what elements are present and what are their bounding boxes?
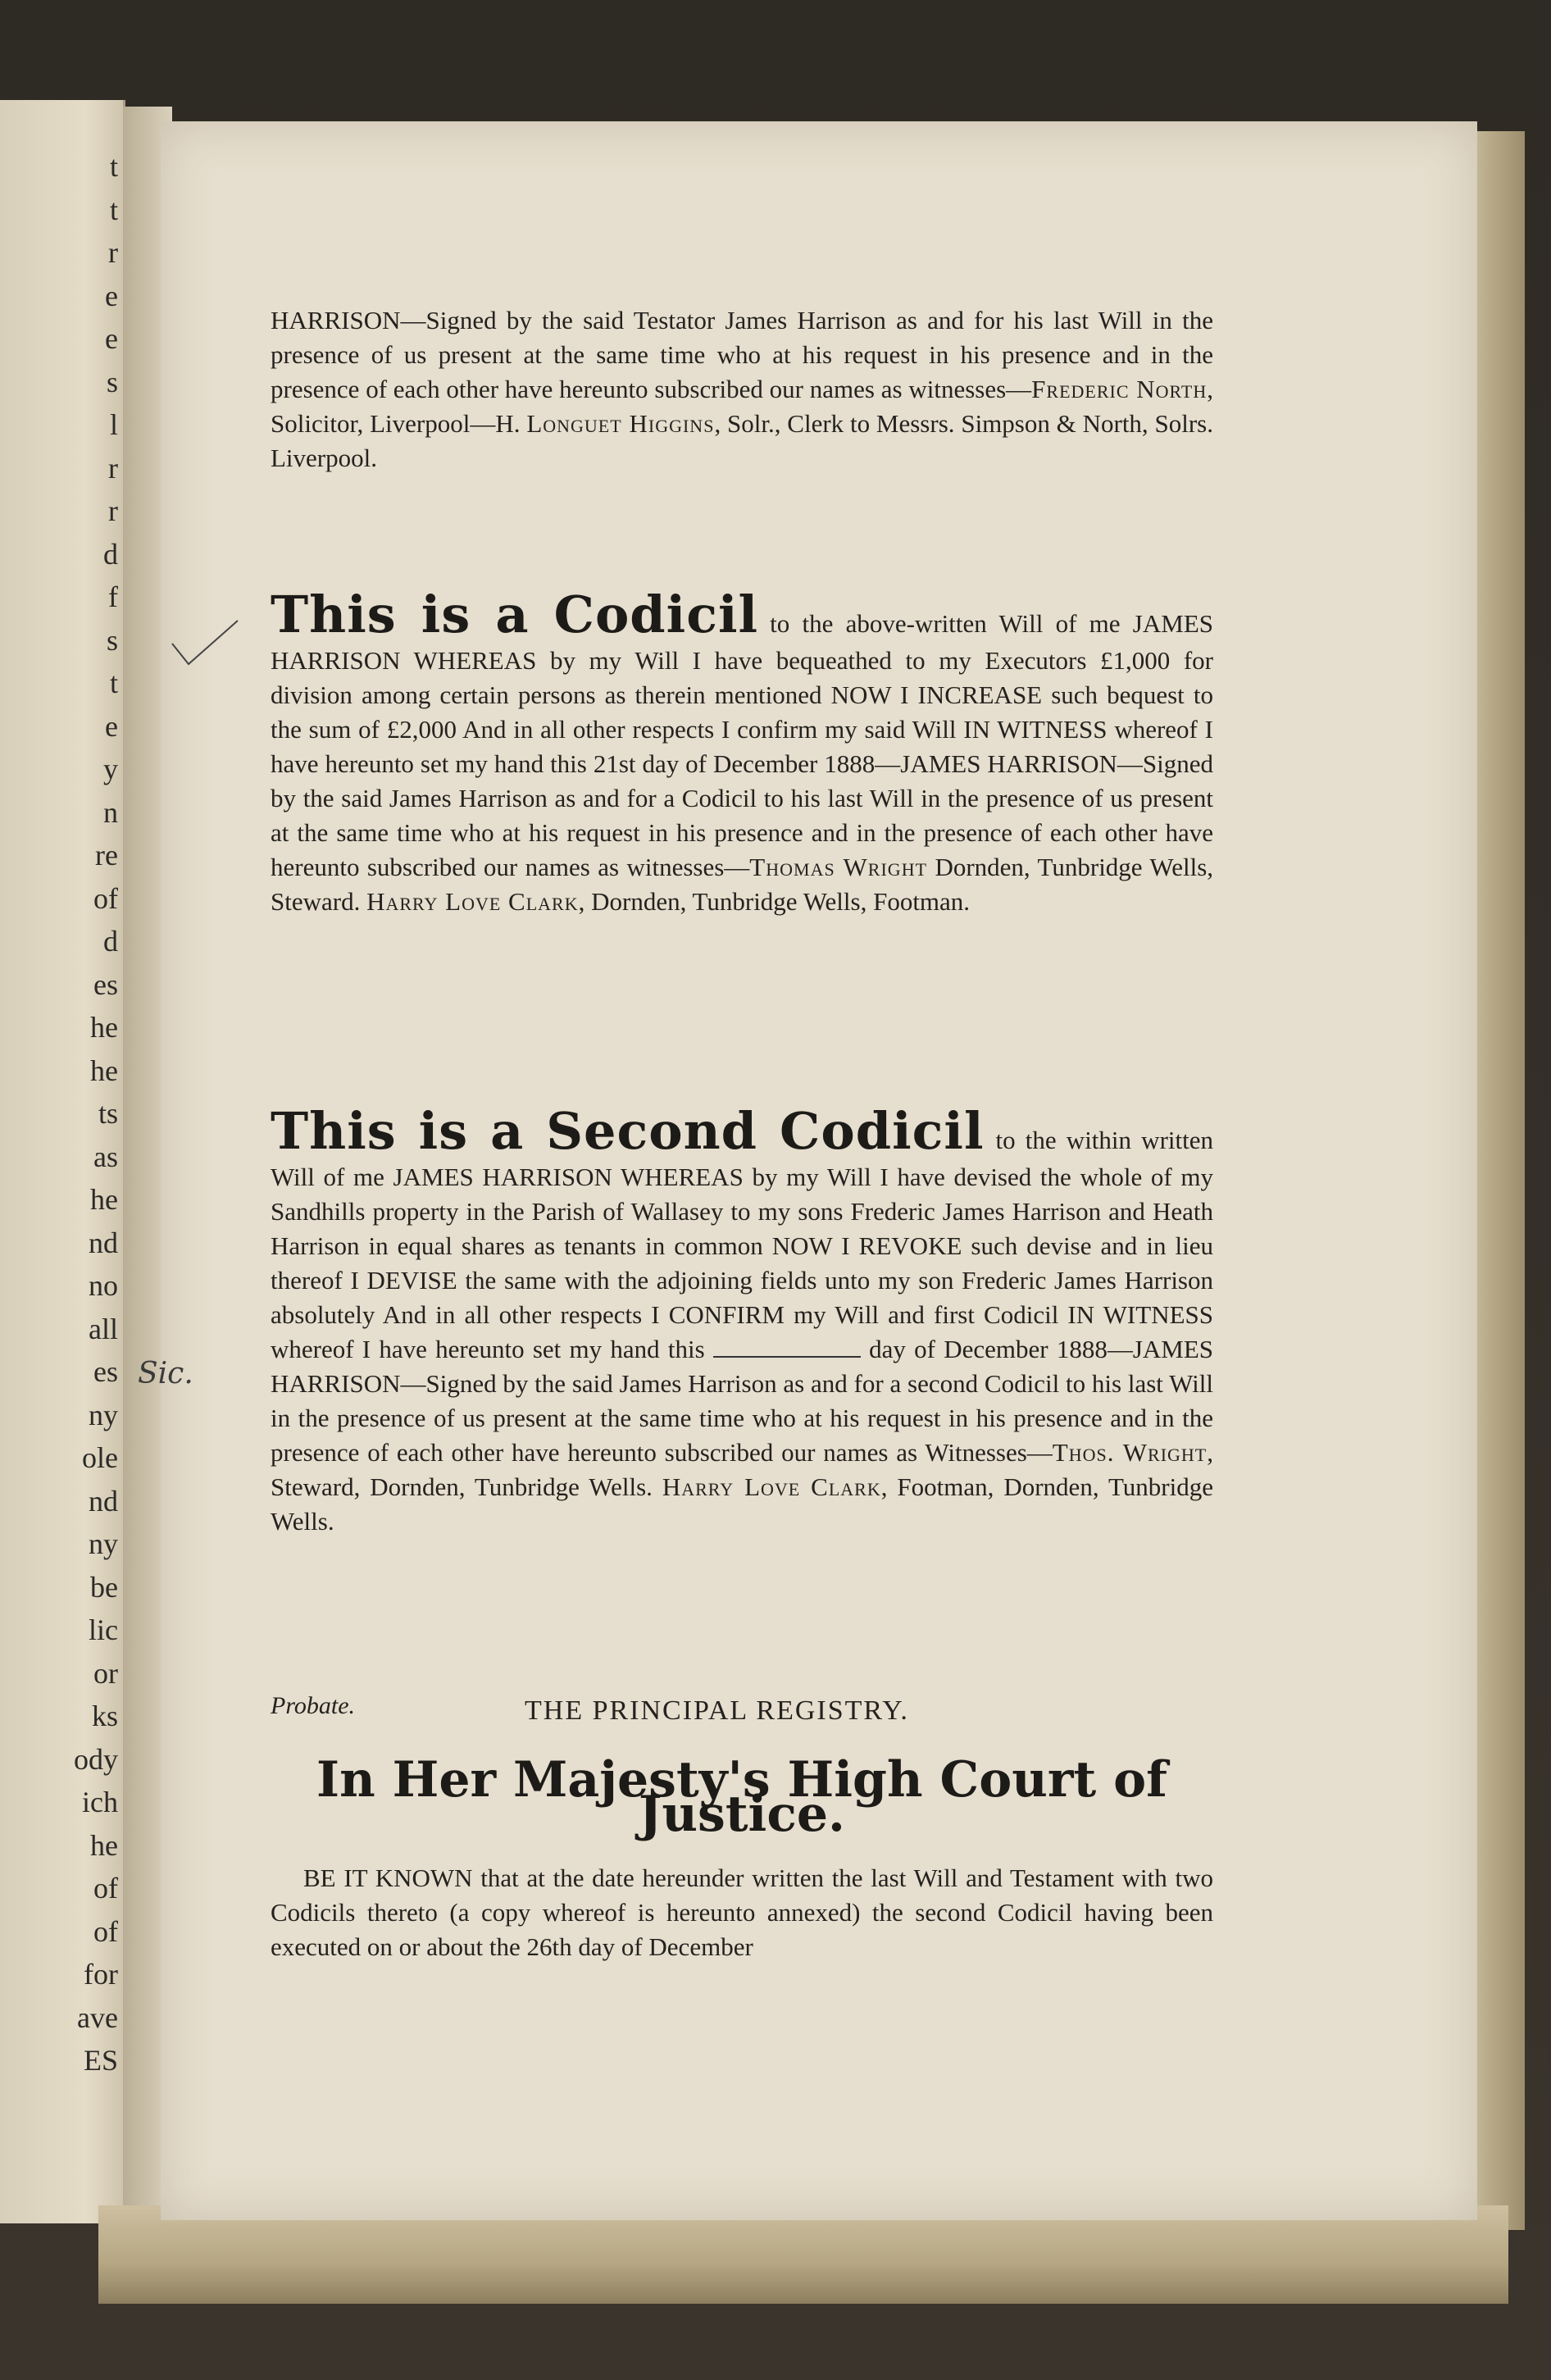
left-page-fragment: l <box>109 408 118 441</box>
left-page-fragment: d <box>103 537 118 571</box>
second-codicil-text: to the within written Will of me JAMES HARRISON WHEREAS by my Will I have devised the whole of my Sandhills property in the Parish of Wallasey to my sons Frederic James Harrison and Heath Harrison in equal shares as tenants in common NOW I REVOKE such devise and in lieu thereof I DEVISE the same with the adjoining fields unto my son Frederic James Harrison absolutely And in all other respects I CONFIRM my Will and first Codicil IN WITNESS whereof I have hereunto set my hand this <box>271 1126 1213 1363</box>
left-page-fragment: e <box>105 279 118 312</box>
page-edge-bottom <box>98 2205 1508 2304</box>
check-mark-icon <box>168 619 242 668</box>
witness-detail: , Footman, Dornden, Tunbridge Wells. <box>271 1472 1213 1536</box>
first-codicil-paragraph <box>271 586 1213 919</box>
left-page-fragment: es <box>93 967 118 1001</box>
blank-date-line <box>713 1338 861 1358</box>
left-page-fragment: lic <box>89 1613 118 1646</box>
witness-name: Harry Love Clark <box>366 887 579 916</box>
left-page-fragment: ES <box>83 2044 118 2077</box>
witness-detail: , Solr., Clerk to Messrs. Simpson & North, Solrs. Liverpool. <box>271 409 1213 472</box>
first-codicil-text: to the above-written Will of me JAMES HARRISON WHEREAS by my Will I have bequeathed to my Executors £1,000 for division among certain persons as therein mentioned NOW I INCREASE such bequest to the sum of £2,000 And in all other respects I confirm my said Will IN WITNESS whereof I have hereunto set my hand this 21st day of December 1888—JAMES HARRISON—Signed by the said James Harrison as and for a Codicil to his last Will in the presence of us present at the same time who at his request in his presence and in the presence of each other have hereunto subscribed our names as witnesses— <box>271 609 1213 881</box>
witness-detail: , Solicitor, Liverpool—H. <box>271 375 1213 438</box>
left-page-fragment: e <box>105 709 118 743</box>
probate-paragraph <box>271 1861 1213 1964</box>
will-attestation-paragraph <box>271 303 1213 476</box>
court-heading: In Her Majesty's High Court of Justice. <box>316 1751 1167 1843</box>
witness-detail: Dornden, Tunbridge Wells, Steward. <box>271 853 1214 916</box>
left-page-fragment: n <box>103 795 118 829</box>
second-codicil-text-continued: day of December 1888—JAMES HARRISON—Signed by the said James Harrison as and for a second Codicil to his last Will in the presence of us present at the same time who at his request in his presence and in the presence of each other have hereunto subscribed our names as Witnesses— <box>271 1335 1214 1467</box>
left-page-fragment: ody <box>74 1742 118 1776</box>
second-codicil-heading: This is a Second Codicil <box>271 1101 985 1161</box>
left-page-fragment: as <box>93 1140 118 1173</box>
attestation-text: HARRISON—Signed by the said Testator James Harrison as and for his last Will in the presence of us present at the same time who at his request in his presence and in the presence of each other have hereunto subscribed our names as witnesses— <box>271 306 1213 403</box>
first-codicil-heading: This is a Codicil <box>271 585 759 644</box>
second-codicil-paragraph <box>271 1103 1213 1539</box>
left-page-fragment: ny <box>89 1398 118 1431</box>
left-page-fragment: for <box>84 1958 118 1991</box>
left-page-fragment: ks <box>91 1700 118 1732</box>
left-page-fragment: be <box>90 1570 118 1604</box>
witness-name: Frederic North <box>1031 375 1208 403</box>
left-page-fragment: r <box>108 236 118 269</box>
left-page-fragment: t <box>109 667 118 699</box>
left-page-fragment: re <box>95 839 118 871</box>
left-page-fragment: f <box>108 580 118 613</box>
left-page-fragment: es <box>93 1355 118 1388</box>
probate-label: Probate. <box>271 1692 356 1719</box>
left-page-fragment: t <box>109 193 118 226</box>
witness-name: Thomas Wright <box>749 853 928 881</box>
witness-detail: , Steward, Dornden, Tunbridge Wells. <box>271 1438 1213 1501</box>
left-page-fragment: he <box>90 1011 118 1044</box>
left-page-fragment: of <box>93 1872 118 1904</box>
left-page-fragment: r <box>108 494 118 527</box>
witness-name: Harry Love Clark <box>662 1472 881 1501</box>
left-page-fragment: e <box>105 322 118 355</box>
witness-name: Thos. Wright <box>1052 1438 1208 1467</box>
left-page-fragment: all <box>89 1312 118 1345</box>
left-page-fragment: s <box>106 623 118 657</box>
left-page-fragment: he <box>90 1053 118 1087</box>
left-page-fragment: y <box>103 753 118 785</box>
left-page-fragment: t <box>109 150 118 183</box>
left-page-fragment: ich <box>82 1786 118 1818</box>
left-page-fragment: of <box>93 1914 118 1948</box>
left-page-fragment: ny <box>89 1527 118 1560</box>
left-page-fragment: nd <box>89 1484 118 1518</box>
left-page-fragment: he <box>90 1828 118 1862</box>
left-page-fragment: no <box>89 1269 118 1302</box>
left-page-fragment: or <box>93 1656 118 1690</box>
margin-note-sic: Sic. <box>138 1357 193 1390</box>
probate-text: BE IT KNOWN that at the date hereunder written the last Will and Testament with two Codicils thereto (a copy whereof is hereunto annexed) the second Codicil having been executed on or about the 26th day of December <box>271 1863 1213 1961</box>
left-page-fragment: r <box>108 451 118 485</box>
left-page-fragment: s <box>106 365 118 398</box>
left-page-fragment: he <box>90 1183 118 1216</box>
left-facing-page <box>0 100 125 2223</box>
registry-heading: THE PRINCIPAL REGISTRY. <box>525 1695 909 1726</box>
left-page-fragment: nd <box>89 1226 118 1259</box>
left-page-fragment: of <box>93 881 118 915</box>
left-page-fragment: d <box>103 925 118 958</box>
witness-detail: , Dornden, Tunbridge Wells, Footman. <box>578 887 971 916</box>
left-page-fragment: ole <box>82 1441 118 1474</box>
witness-name: Longuet Higgins <box>526 409 715 438</box>
left-page-fragment: ts <box>98 1097 118 1130</box>
left-page-fragment: ave <box>77 2000 118 2034</box>
